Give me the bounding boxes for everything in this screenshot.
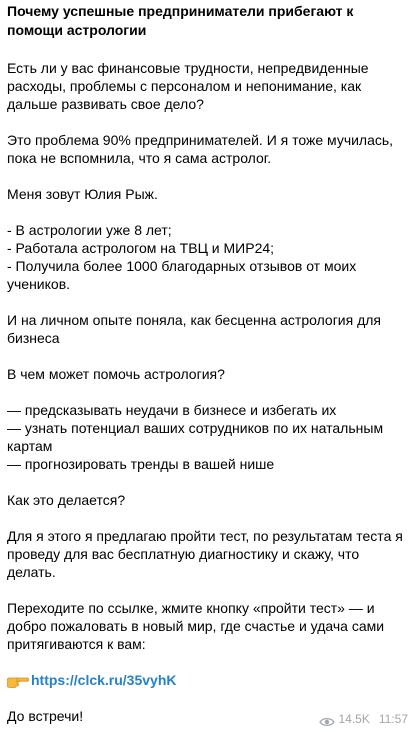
post-paragraph-6: В чем может помочь астрология? (7, 366, 225, 382)
post-link[interactable]: https://clck.ru/35vyhK (31, 672, 177, 688)
views-count: 14.5K (338, 712, 370, 726)
post-paragraph-1: Есть ли у вас финансовые трудности, непредвиденные расходы, проблемы с персоналом и непонимание, как дальше развивать свое дело? (7, 60, 369, 112)
post-footer (7, 707, 408, 725)
link-row (7, 671, 408, 689)
post-paragraph-2: Это проблема 90% предпринимателей. И я тоже мучилась, пока не вспомнила, что я сама астролог. (7, 132, 394, 166)
post-paragraph-8: Как это делается? (7, 492, 126, 508)
post-paragraph-10: Переходите по ссылке, жмите кнопку «пройти тест» — и добро пожаловать в новый мир, где счастье и удача сами притягиваются к вам: (7, 600, 385, 652)
post-paragraph-9: Для я этого я предлагаю пройти тест, по результатам теста я проведу для вас бесплатную диагностику и скажу, что делать. (7, 528, 403, 580)
post-paragraph-3: Меня зовут Юлия Рыж. (7, 186, 158, 202)
post-time: 11:57 (378, 712, 408, 726)
post-closing: До встречи! (7, 708, 84, 724)
post-meta (319, 710, 409, 728)
post-paragraph-7: — предсказывать неудачи в бизнесе и избегать их — узнать потенциал ваших сотрудников по их натальным картам — прогнозировать тренды в вашей нише (7, 402, 384, 472)
post-paragraph-5: И на личном опыте поняла, как бесценна астрология для бизнеса (7, 312, 382, 346)
pointing-hand-icon (7, 671, 29, 689)
post-title: Почему успешные предприниматели прибегают к помощи астрологии (7, 3, 354, 38)
post-paragraph-4: - В астрологии уже 8 лет; - Работала астрологом на ТВЦ и МИР24; - Получила более 1000 благодарных отзывов от моих учеников. (7, 222, 357, 292)
eye-icon (319, 714, 335, 724)
